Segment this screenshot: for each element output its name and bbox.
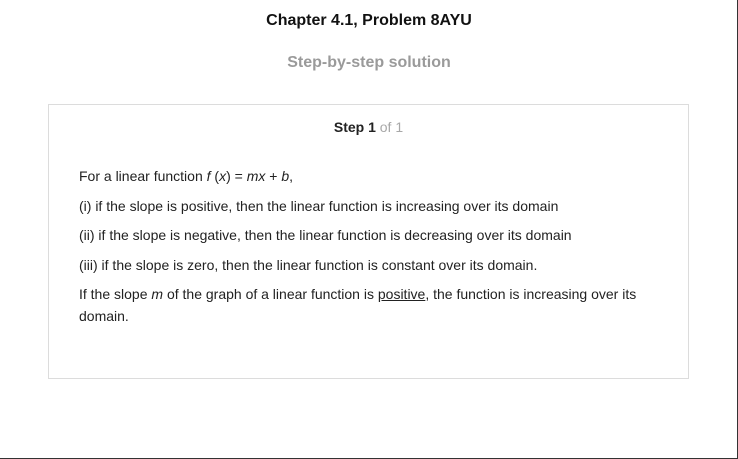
- rule-line-ii: (ii) if the slope is negative, then the linear function is decreasing over its domain: [79, 227, 572, 243]
- conclusion-middle: of the graph of a linear function is: [163, 286, 378, 302]
- intro-term-b: b: [281, 168, 290, 184]
- intro-variable-x: x: [219, 168, 227, 184]
- rule-line-i: (i) if the slope is positive, then the linear function is increasing over its domain: [79, 197, 559, 214]
- conclusion-paragraph: [79, 283, 664, 327]
- solution-step-card: [48, 104, 689, 379]
- step-header: [49, 119, 688, 135]
- intro-line: [79, 165, 664, 187]
- intro-term-mx: mx: [246, 168, 266, 184]
- intro-equals: ) =: [226, 168, 247, 184]
- page-title: Chapter 4.1, Problem 8AYU: [266, 12, 472, 29]
- intro-comma: ,: [289, 168, 294, 184]
- conclusion-suffix: , the function is increasing over its domain.: [79, 286, 637, 324]
- step-count: of 1: [379, 119, 404, 135]
- intro-prefix: For a linear function: [79, 168, 207, 184]
- solution-subtitle: Step-by-step solution: [287, 54, 451, 71]
- conclusion-positive: positive: [377, 286, 426, 302]
- intro-open-paren: (: [210, 168, 220, 184]
- conclusion-slope-m: m: [151, 286, 164, 302]
- step-label: Step 1: [333, 119, 376, 135]
- step-content: [79, 165, 664, 327]
- rule-line-iii: (iii) if the slope is zero, then the linear function is constant over its domain.: [79, 256, 538, 273]
- conclusion-prefix: If the slope: [79, 286, 152, 302]
- intro-plus: +: [265, 168, 282, 184]
- intro-function-f: f: [206, 168, 211, 184]
